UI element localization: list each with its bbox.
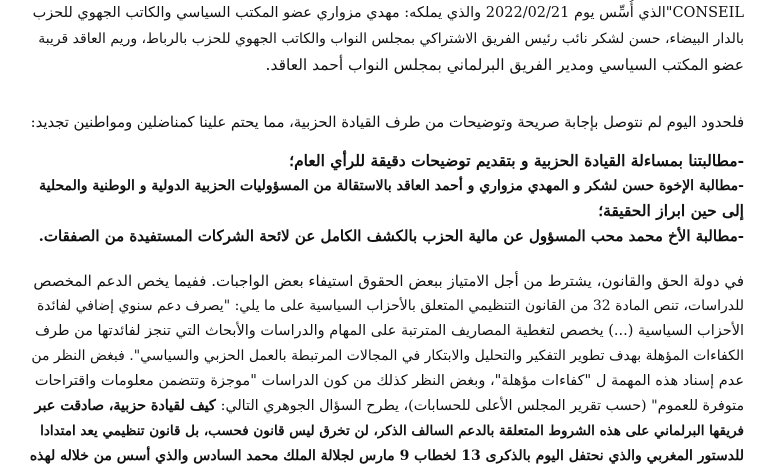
demand-line-4: -مطالبة الأخ محمد محب المسؤول عن مالية الحزب بالكشف الكامل عن لائحة الشركات المستفيدة من الصفقات. — [38, 227, 744, 245]
demand-line-1: -مطالبتنا بمساءلة القيادة الحزبية و بتقديم توضيحات دقيقة للرأي العام؛ — [289, 151, 744, 170]
intro-line-3: عضو المكتب السياسي ومدير الفريق البرلماني بمجلس النواب أحمد العاقد. — [265, 56, 744, 74]
body-line-1: في دولة الحق والقانون، يشترط من أجل الامتياز ببعض الحقوق استيفاء بعض الواجبات. ففيما يخص الدعم المخصص — [33, 272, 744, 290]
para2-line: فلحدود اليوم لم نتوصل بإجابة صريحة وتوضيحات من طرف القيادة الحزبية، مما يحتم علينا كمناضلين ومواطنين تجديد: — [30, 114, 744, 131]
body-line-8: للدستور المغربي والذي نحتفل اليوم بالذكرى 13 لخطاب 9 مارس لجلالة الملك محمد السادس والذي أسس من خلاله لهذه — [29, 448, 744, 464]
demand-line-3: إلى حين ابراز الحقيقة؛ — [598, 201, 744, 220]
body-line-7: فريقها البرلماني على هذه الشروط المتعلقة بالدعم السالف الذكر، لن تخرق ليس قانون فحسب، بل قانون تنظيمي يعد امتدادا — [40, 423, 744, 439]
body-question-bold: كيف لقيادة حزبية، صادقت عبر — [34, 398, 221, 414]
body-line-6-text: متوفرة للعموم" (حسب تقرير المجلس الأعلى للحسابات)، يطرح السؤال الجوهري التالي: — [220, 398, 744, 414]
intro-line-2: بالدار البيضاء، حسن لشكر نائب رئيس الفريق الاشتراكي بمجلس النواب والكاتب الجهوي للحزب بالرباط، وريم العاقد قريبة — [38, 31, 744, 47]
body-line-3: الأحزاب السياسية (...) يخصص لتغطية المصاريف المترتبة على المهام والدراسات والأبحاث التي تنجز لفائدتها من طرف — [34, 323, 744, 339]
demand-line-2: -مطالبة الإخوة حسن لشكر و المهدي مزواري و أحمد العاقد بالاستقالة من المسؤوليات الحزبية الدولية و الوطنية والمحلية — [39, 178, 744, 194]
intro-line-1: CONSEIL"الذي أُسِّس يوم 2022/02/21 والذي يملكه: مهدي مزواري عضو المكتب السياسي والكاتب الجهوي للحزب — [32, 5, 744, 21]
body-line-5: عدم إسناد هذه المهمة ل "كفاءات مؤهلة"، وبغض النظر كذلك من كون الدراسات "موجزة وتتضمن معلومات واقتراحات — [34, 373, 744, 389]
body-line-6 — [35, 395, 744, 417]
body-line-2: للدراسات، تنص المادة 32 من القانون التنظيمي المتعلق بالأحزاب السياسية على ما يلي: "يصرف دعم سنوي إضافي لفائدة — [36, 298, 744, 314]
body-line-4: الكفاءات المؤهلة بهدف تطوير التفكير والتحليل والابتكار في المجالات المرتبطة بالعمل الحزبي والسياسي". فبغض النظر من — [31, 348, 744, 364]
